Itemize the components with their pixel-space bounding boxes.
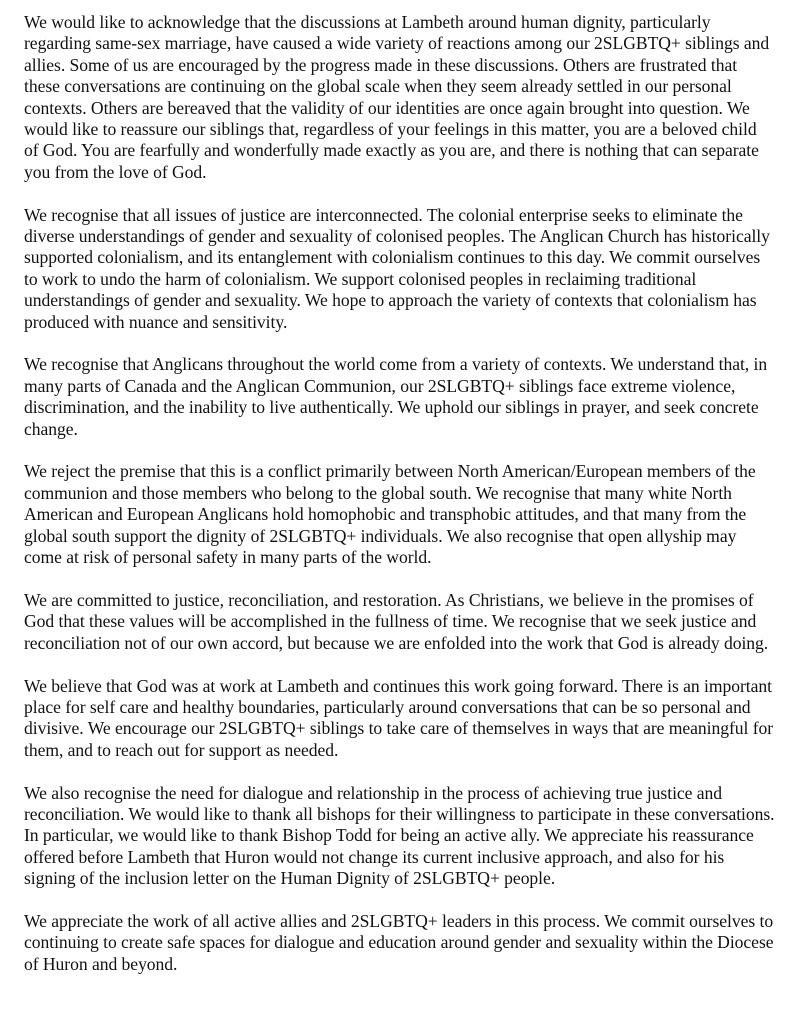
paragraph-dialogue: We also recognise the need for dialogue and relationship in the process of achieving true justice and reconciliation. We would like to thank all bishops for their willingness to participate in these conversations. In particular, we would like to thank Bishop Todd for being an active ally. We appreciate his reassurance offered before Lambeth that Huron would not change its current inclusive approach, and also for his signing of the inclusion letter on the Human Dignity of 2SLGBTQ+ people. bbox=[24, 782, 775, 889]
paragraph-acknowledgement: We would like to acknowledge that the discussions at Lambeth around human dignity, particularly regarding same-sex marriage, have caused a wide variety of reactions among our 2SLGBTQ+ siblings and allies. Some of us are encouraged by the progress made in these discussions. Others are frustrated that these conversations are continuing on the global scale when they seem already settled in our personal contexts. Others are bereaved that the validity of our identities are once again brought into question. We would like to reassure our siblings that, regardless of your feelings in this matter, you are a beloved child of God. You are fearfully and wonderfully made exactly as you are, and there is nothing that can separate you from the love of God. bbox=[24, 12, 770, 182]
paragraph-justice: We are committed to justice, reconciliation, and restoration. As Christians, we believe in the promises of God that these values will be accomplished in the fullness of time. We recognise that we seek justice and reconciliation not of our own accord, but because we are enfolded into the work that God is already doing. bbox=[24, 589, 769, 653]
paragraph-global-south: We reject the premise that this is a conflict primarily between North American/European members of the communion and those members who belong to the global south. We recognise that many white North American and European Anglicans hold homophobic and transphobic attitudes, and that many from the global south support the dignity of 2SLGBTQ+ individuals. We also recognise that open allyship may come at risk of personal safety in many parts of the world. bbox=[24, 461, 756, 568]
paragraph-contexts: We recognise that Anglicans throughout the world come from a variety of contexts. We understand that, in many parts of Canada and the Anglican Communion, our 2SLGBTQ+ siblings face extreme violence, discrimination, and the inability to live authentically. We uphold our siblings in prayer, and seek concrete change. bbox=[24, 354, 768, 439]
paragraph-colonialism: We recognise that all issues of justice are interconnected. The colonial enterprise seeks to eliminate the diverse understandings of gender and sexuality of colonised peoples. The Anglican Church has historically supported colonialism, and its entanglement with colonialism continues to this day. We commit ourselves to work to undo the harm of colonialism. We support colonised peoples in reclaiming traditional understandings of gender and sexuality. We hope to approach the variety of contexts that colonialism has produced with nuance and sensitivity. bbox=[24, 204, 770, 332]
paragraph-self-care: We believe that God was at work at Lambeth and continues this work going forward. There is an important place for self care and healthy boundaries, particularly around conversations that can be so personal and divisive. We encourage our 2SLGBTQ+ siblings to take care of themselves in ways that are meaningful for them, and to reach out for support as needed. bbox=[24, 675, 774, 760]
paragraph-commitment: We appreciate the work of all active allies and 2SLGBTQ+ leaders in this process. We commit ourselves to continuing to create safe spaces for dialogue and education around gender and sexuality within the Diocese of Huron and beyond. bbox=[24, 910, 774, 974]
